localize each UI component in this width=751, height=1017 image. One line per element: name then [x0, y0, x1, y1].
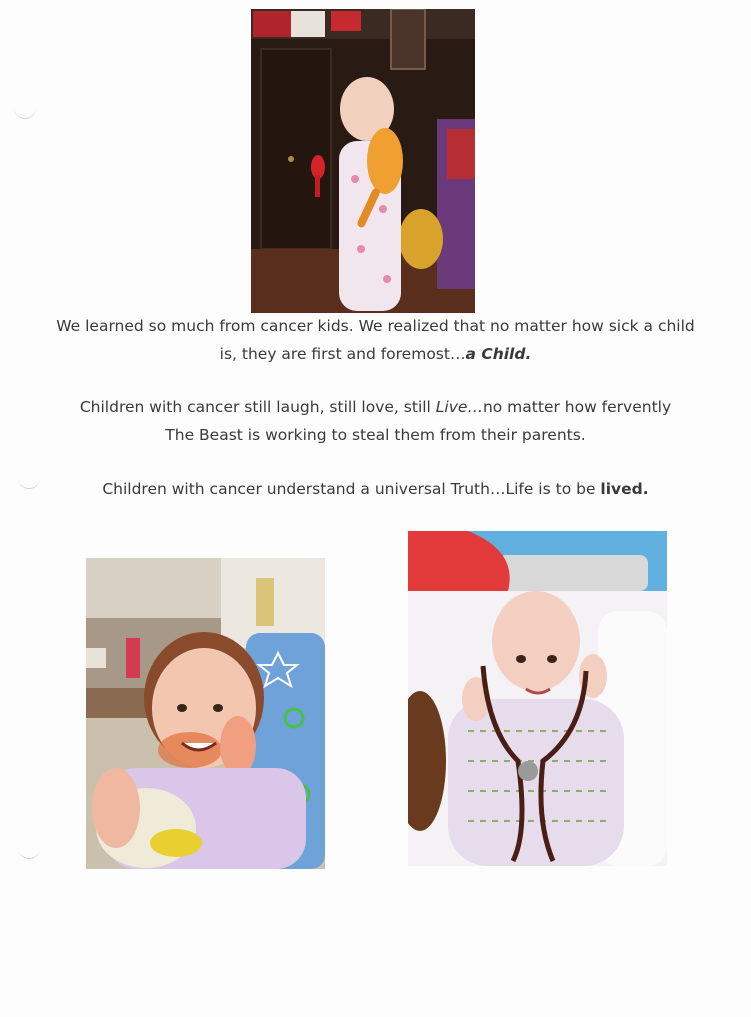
- photo-baby-with-stethoscope: [408, 531, 667, 866]
- paragraph-2-line-2: The Beast is working to steal them from their parents.: [165, 426, 586, 444]
- paragraph-3-text: Children with cancer understand a universal Truth…Life is to be: [102, 480, 601, 498]
- photo-baby-eating: [86, 558, 325, 869]
- paragraph-3: [30, 475, 721, 503]
- paragraph-1-emphasis: a Child.: [465, 345, 532, 363]
- photo-toddler-with-spoon: [251, 9, 475, 313]
- photo-baby-eating-image: [86, 558, 325, 869]
- paragraph-2-line-1: [30, 393, 721, 421]
- paragraph-3-emphasis: lived.: [600, 480, 649, 498]
- punch-hole-bottom: [18, 848, 40, 859]
- paragraph-1-line-2-text: is, they are first and foremost…: [219, 345, 466, 363]
- paragraph-2-line-1-pre: Children with cancer still laugh, still love, still: [79, 398, 436, 416]
- punch-hole-top: [14, 108, 36, 119]
- paragraph-2-emphasis: Live…: [435, 398, 483, 416]
- text-block-3: [30, 475, 721, 503]
- photo-baby-with-stethoscope-image: [408, 531, 667, 866]
- text-block: [30, 312, 721, 368]
- text-block-2: [30, 393, 721, 449]
- paragraph-2-line-1-post: no matter how fervently: [482, 398, 672, 416]
- photo-toddler-with-spoon-image: [251, 9, 475, 313]
- paragraph-1-line-1: We learned so much from cancer kids. We realized that no matter how sick a child: [56, 317, 695, 335]
- paragraph-1-line-2: [30, 340, 721, 368]
